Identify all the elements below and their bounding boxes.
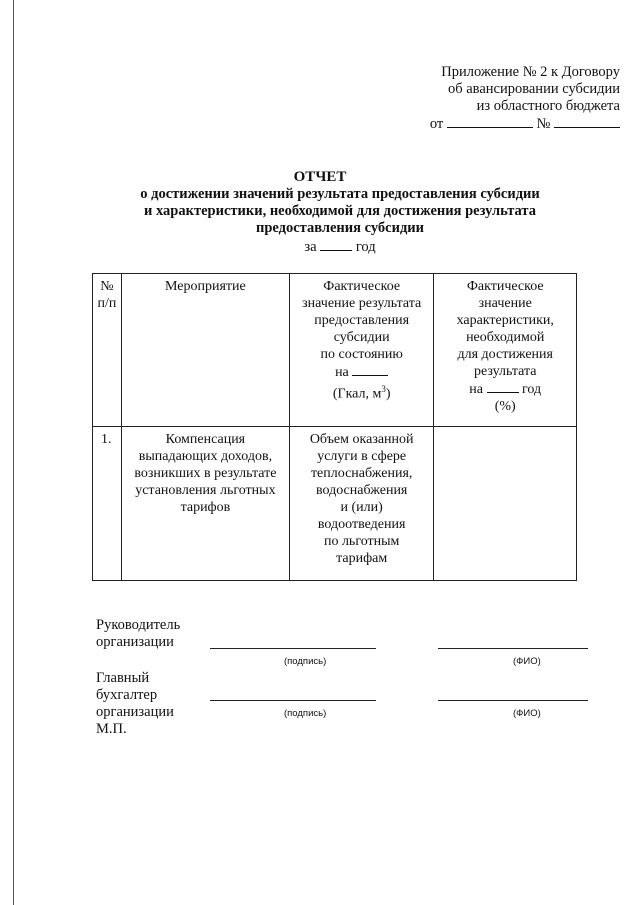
head-name-line <box>438 648 588 649</box>
year-prefix: за <box>304 239 317 255</box>
accountant-signature-line <box>210 700 376 701</box>
from-label: от <box>429 116 444 132</box>
accountant-signature-caption: (подпись) <box>284 708 327 719</box>
header-characteristic-value: Фактическое значение характеристики, необходимой для достижения результата на год (%) <box>434 274 577 427</box>
head-signature-label: Руководитель организации <box>96 617 181 650</box>
row-result-value: Объем оказанной услуги в сфере теплоснабжения, водоснабжения и (или) водоотведения по льготным тарифам <box>289 427 434 581</box>
row-event: Компенсация выпадающих доходов, возникших в результате установления льготных тарифов <box>121 427 289 581</box>
report-table <box>92 273 577 581</box>
head-signature-line <box>210 648 376 649</box>
number-label: № <box>536 116 551 132</box>
accountant-signature-label: Главный бухгалтер организации М.П. <box>96 670 174 737</box>
stamp-label: М.П. <box>96 721 127 737</box>
page-edge-line <box>13 0 14 905</box>
appendix-line-3: из областного бюджета <box>476 98 620 114</box>
header-event: Мероприятие <box>121 274 289 427</box>
number-blank <box>554 115 620 128</box>
report-year-line <box>0 238 640 256</box>
appendix-line-1: Приложение № 2 к Договору <box>441 64 620 80</box>
accountant-name-line <box>438 700 588 701</box>
appendix-header <box>430 64 620 133</box>
head-name-caption: (ФИО) <box>513 656 541 667</box>
table-row <box>93 427 577 581</box>
date-blank <box>447 115 533 128</box>
table-header-row <box>93 274 577 427</box>
head-signature-caption: (подпись) <box>284 656 327 667</box>
year-blank <box>320 238 352 251</box>
report-title: ОТЧЕТ <box>293 169 347 185</box>
report-subtitle-line-1: о достижении значений результата предоставления субсидии <box>140 186 540 202</box>
year-suffix: год <box>355 239 376 255</box>
accountant-name-caption: (ФИО) <box>513 708 541 719</box>
header-number: № п/п <box>93 274 122 427</box>
appendix-date-number-line <box>430 115 620 133</box>
as-of-date-blank <box>352 363 388 376</box>
header-result-value: Фактическое значение результата предоставления субсидии по состоянию на (Гкал, $м^3$) <box>289 274 434 427</box>
report-subtitle-line-2: и характеристики, необходимой для достижения результата <box>144 203 536 219</box>
report-title-block <box>0 168 640 256</box>
year-blank-header <box>487 380 519 393</box>
row-characteristic-value <box>434 427 577 581</box>
row-number: 1. <box>93 427 122 581</box>
report-subtitle-line-3: предоставления субсидии <box>255 220 424 236</box>
appendix-line-2: об авансировании субсидии <box>447 81 620 97</box>
